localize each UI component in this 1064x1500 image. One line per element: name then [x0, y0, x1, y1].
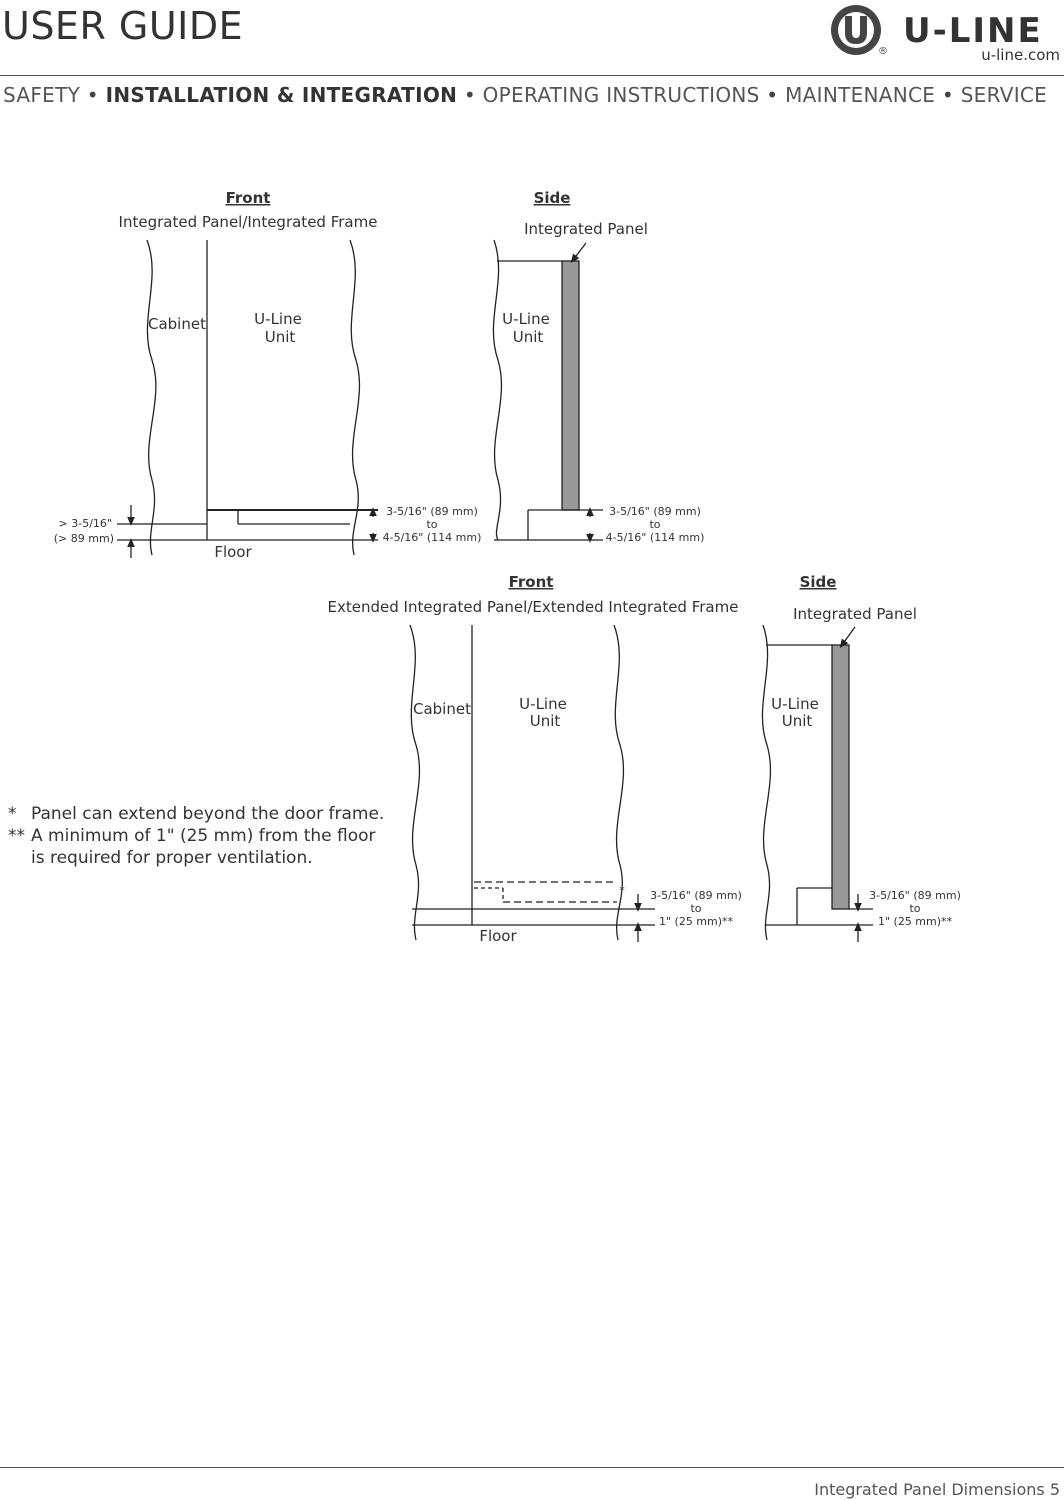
diagram1-side-heading: Side: [533, 189, 571, 207]
website-link[interactable]: u-line.com: [981, 46, 1060, 64]
diagram1-front-heading: Front: [225, 189, 271, 207]
front-dimension-2-3: 1" (25 mm)**: [658, 915, 734, 928]
cabinet-label: Cabinet: [148, 315, 206, 333]
cabinet-break-line: [410, 625, 419, 940]
registered-mark: ®: [878, 46, 888, 57]
installation-diagrams: [0, 180, 1064, 960]
nav-item-operating[interactable]: OPERATING INSTRUCTIONS: [482, 83, 760, 107]
diagram2-side-heading: Side: [799, 573, 837, 591]
footnotes: [8, 804, 384, 868]
front-dimension-3: 4-5/16" (114 mm): [382, 531, 482, 544]
front-dimension-2: to: [426, 518, 438, 531]
floor-label: Floor: [214, 543, 252, 561]
page-footer: Integrated Panel Dimensions 5: [814, 1480, 1060, 1499]
left-dimension-2: (> 89 mm): [53, 532, 114, 545]
nav-separator: •: [766, 83, 779, 107]
side-dimension-2-1: 3-5/16" (89 mm): [869, 889, 961, 902]
side-dimension-2-3: 1" (25 mm)**: [877, 915, 953, 928]
integrated-panel: [562, 261, 579, 510]
side-unit-label-2-line1: U-Line: [771, 695, 819, 713]
left-dimension-1: > 3-5/16": [58, 517, 112, 530]
unit-label-2-line2: Unit: [529, 712, 561, 730]
side-dimension-1: 3-5/16" (89 mm): [609, 505, 701, 518]
note2-line2: is required for proper ventilation.: [31, 848, 313, 868]
diagram2-side-title: Integrated Panel: [793, 605, 917, 623]
page-title: USER GUIDE: [2, 4, 244, 48]
diagram2-front: [410, 625, 655, 942]
cabinet-break-line: [147, 240, 156, 555]
side-dimension-2: to: [649, 518, 661, 531]
side-unit-label-line1: U-Line: [502, 310, 550, 328]
side-unit-label-line2: Unit: [512, 328, 544, 346]
note2-line1: A minimum of 1" (25 mm) from the floor: [31, 826, 376, 846]
front-dimension-2-1: 3-5/16" (89 mm): [650, 889, 742, 902]
nav-item-safety[interactable]: SAFETY: [3, 83, 81, 107]
diagram1-side: [493, 240, 603, 540]
diagram2-side: [762, 625, 873, 942]
floor-label-2: Floor: [479, 927, 517, 945]
front-dimension-1: 3-5/16" (89 mm): [386, 505, 478, 518]
nav-separator: •: [86, 83, 99, 107]
unit-label-line2: Unit: [264, 328, 296, 346]
nav-separator: •: [463, 83, 476, 107]
unit-break-line: [350, 240, 359, 555]
side-unit-label-2-line2: Unit: [781, 712, 813, 730]
diagram1-front-title: Integrated Panel/Integrated Frame: [118, 213, 378, 231]
cabinet-label-2: Cabinet: [413, 700, 471, 718]
section-nav: [3, 83, 1047, 107]
note2-mark: **: [8, 826, 25, 846]
diagram2-front-title: Extended Integrated Panel/Extended Integrated Frame: [327, 598, 739, 616]
note1-text: Panel can extend beyond the door frame.: [31, 804, 385, 824]
note1-mark: *: [8, 804, 17, 824]
side-break-line: [493, 240, 501, 540]
header-divider: [0, 75, 1064, 76]
diagram1-front: [117, 240, 378, 558]
side-dimension-2-2: to: [909, 902, 921, 915]
logo-wordmark: U-LINE: [903, 11, 1043, 51]
integrated-panel: [832, 645, 849, 909]
diagram1-side-title: Integrated Panel: [524, 220, 648, 238]
nav-item-service[interactable]: SERVICE: [960, 83, 1048, 107]
side-break-line: [762, 625, 770, 940]
asterisk-marker: *: [619, 884, 625, 897]
side-dimension-3: 4-5/16" (114 mm): [605, 531, 705, 544]
footer-divider: [0, 1467, 1064, 1468]
nav-separator: •: [941, 83, 955, 107]
unit-label-2-line1: U-Line: [519, 695, 567, 713]
diagram2-front-heading: Front: [508, 573, 554, 591]
unit-label-line1: U-Line: [254, 310, 302, 328]
nav-item-maintenance[interactable]: MAINTENANCE: [785, 83, 936, 107]
nav-item-installation[interactable]: INSTALLATION & INTEGRATION: [105, 83, 458, 107]
front-dimension-2-2: to: [690, 902, 702, 915]
